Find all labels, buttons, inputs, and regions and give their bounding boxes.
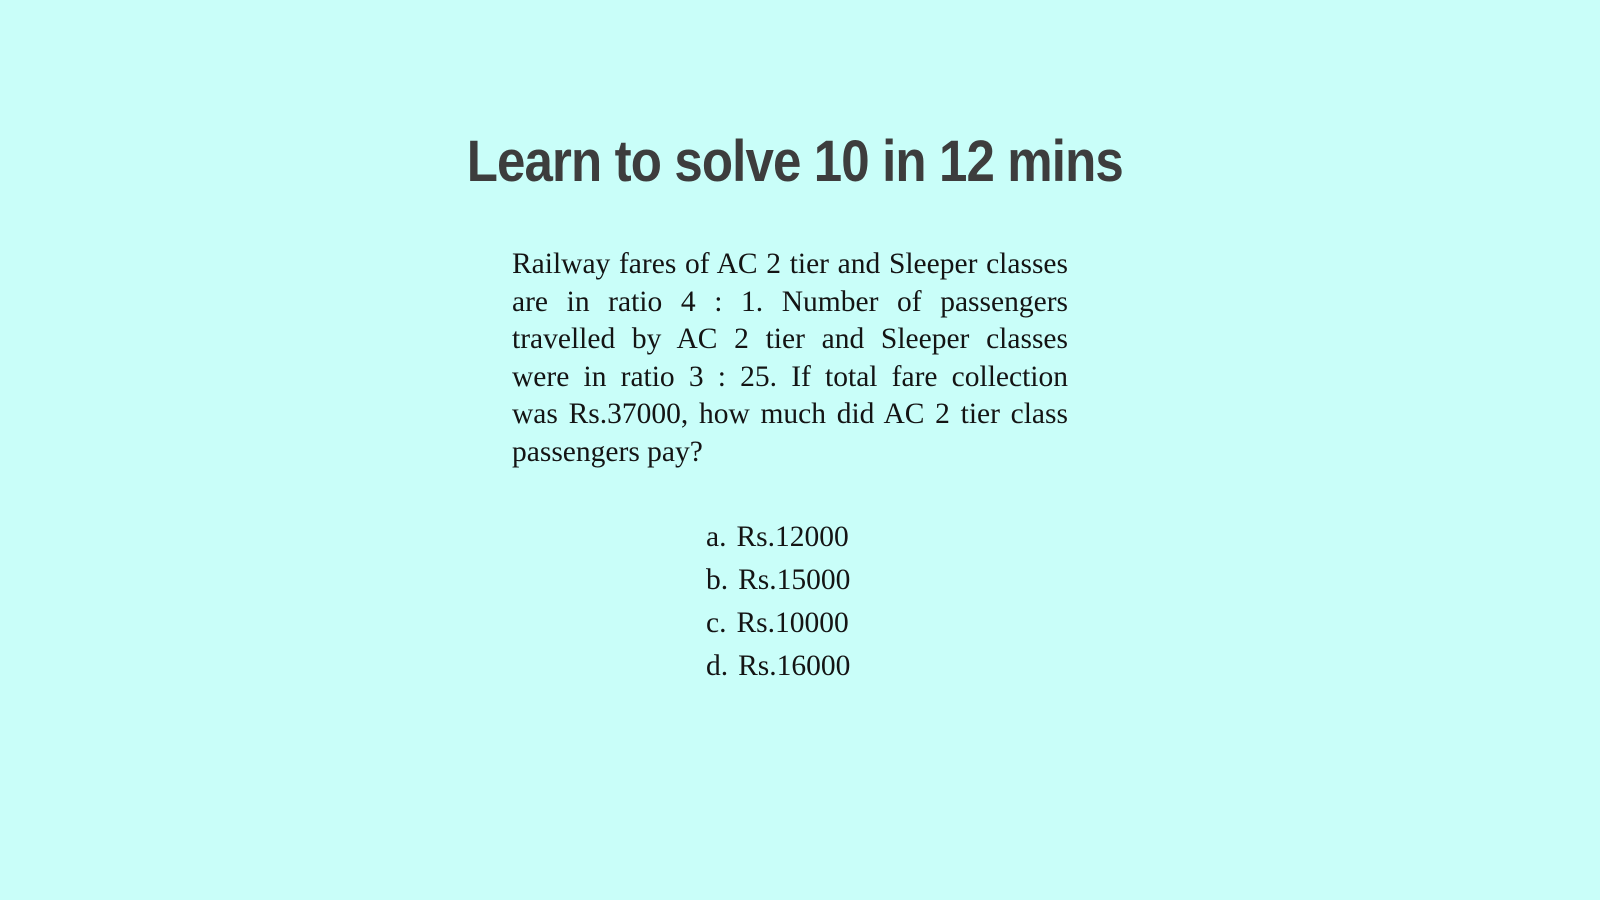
question-line: was Rs.37000, how much did AC 2 tier class	[512, 398, 1068, 431]
question-text	[512, 246, 1068, 472]
option-b-label: b.	[706, 564, 729, 596]
answer-options	[706, 516, 850, 688]
option-a-value: Rs.12000	[736, 521, 849, 553]
question-line: travelled by AC 2 tier and Sleeper classes	[512, 323, 1068, 356]
question-line: are in ratio 4 : 1. Number of passengers	[512, 285, 1068, 318]
option-b-value: Rs.15000	[738, 564, 851, 596]
option-c	[706, 602, 850, 645]
option-a-label: a.	[706, 521, 727, 553]
option-c-value: Rs.10000	[736, 607, 849, 639]
option-d-label: d.	[706, 650, 729, 682]
title-container	[0, 128, 1590, 195]
question-line: were in ratio 3 : 25. If total fare collection	[512, 360, 1068, 393]
question-line: Railway fares of AC 2 tier and Sleeper classes	[512, 248, 1068, 280]
option-b	[706, 559, 850, 602]
question-line: passengers pay?	[512, 435, 703, 468]
option-d-value: Rs.16000	[738, 650, 851, 682]
option-a	[706, 516, 850, 559]
page-title: Learn to solve 10 in 12 mins	[466, 129, 1124, 194]
option-d	[706, 645, 850, 688]
option-c-label: c.	[706, 607, 727, 639]
